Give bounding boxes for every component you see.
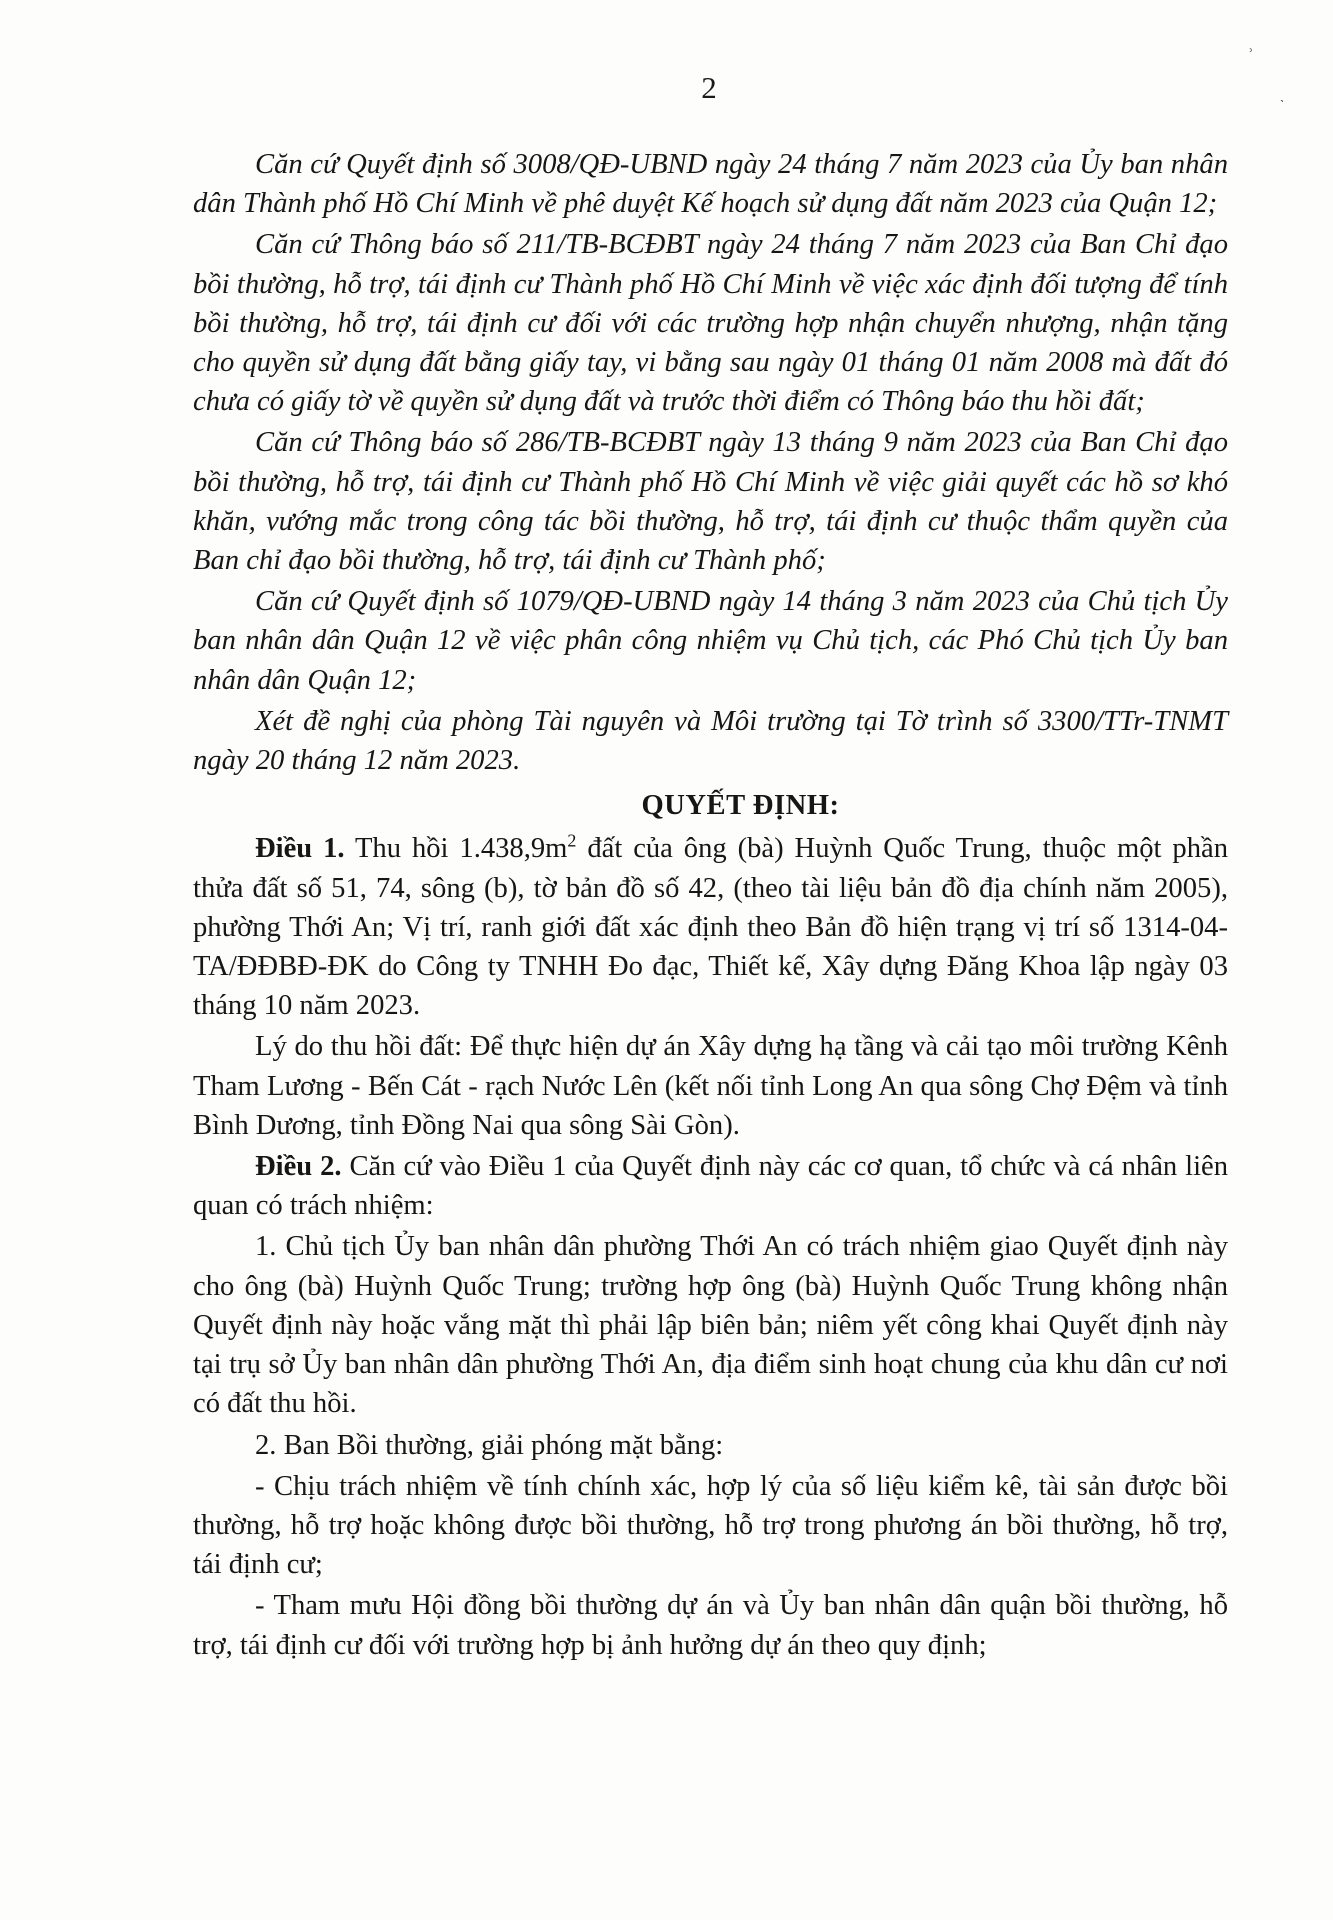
decision-heading: QUYẾT ĐỊNH:	[641, 790, 840, 822]
article-2	[193, 1147, 1228, 1225]
page-number: 2	[701, 70, 717, 105]
scan-artifact: ˎ	[1280, 86, 1285, 102]
article-1-label: Điều 1.	[255, 833, 345, 865]
preamble-paragraph: Căn cứ Thông báo số 211/TB-BCĐBT ngày 24 tháng 7 năm 2023 của Ban Chỉ đạo bồi thường, hỗ trợ, tái định cư Thành phố Hồ Chí Minh về việc xác định đối tượng để tính bồi thường, hỗ trợ, tái định cư đối với các trường hợp nhận chuyển nhượng, nhận tặng cho quyền sử dụng đất bằng giấy tay, vi bằng sau ngày 01 tháng 01 năm 2008 mà đất đó chưa có giấy tờ về quyền sử dụng đất và trước thời điểm có Thông báo thu hồi đất;	[193, 229, 1228, 418]
article-2-item: 2. Ban Bồi thường, giải phóng mặt bằng:	[255, 1429, 724, 1461]
article-1-reason: Lý do thu hồi đất: Để thực hiện dự án Xây dựng hạ tầng và cải tạo môi trường Kênh Tham Lương - Bến Cát - rạch Nước Lên (kết nối tỉnh Long An qua sông Chợ Đệm và tỉnh Bình Dương, tỉnh Đồng Nai qua sông Sài Gòn).	[193, 1031, 1228, 1141]
scan-artifact: ⸒	[1248, 32, 1254, 52]
article-2-text: Căn cứ vào Điều 1 của Quyết định này các cơ quan, tổ chức và cá nhân liên quan có trách nhiệm:	[193, 1151, 1228, 1222]
area-unit-superscript: 2	[567, 830, 577, 851]
article-2-item: 1. Chủ tịch Ủy ban nhân dân phường Thới An có trách nhiệm giao Quyết định này cho ông (bà) Huỳnh Quốc Trung; trường hợp ông (bà) Huỳnh Quốc Trung không nhận Quyết định này hoặc vắng mặt thì phải lập biên bản; niêm yết công khai Quyết định này tại trụ sở Ủy ban nhân dân phường Thới An, địa điểm sinh hoạt chung của khu dân cư nơi có đất thu hồi.	[193, 1231, 1228, 1420]
article-2-label: Điều 2.	[255, 1151, 342, 1183]
preamble-paragraph: Căn cứ Quyết định số 1079/QĐ-UBND ngày 14 tháng 3 năm 2023 của Chủ tịch Ủy ban nhân dân Quận 12 về việc phân công nhiệm vụ Chủ tịch, các Phó Chủ tịch Ủy ban nhân dân Quận 12;	[193, 586, 1228, 696]
preamble-paragraph: Căn cứ Quyết định số 3008/QĐ-UBND ngày 24 tháng 7 năm 2023 của Ủy ban nhân dân Thành phố Hồ Chí Minh về phê duyệt Kế hoạch sử dụng đất năm 2023 của Quận 12;	[193, 149, 1228, 220]
article-1-text: Thu hồi 1.438,9m	[344, 833, 568, 865]
article-1-text-cont: đất của ông (bà) Huỳnh Quốc Trung, thuộc một phần thửa đất số 51, 74, sông (b), tờ bản đồ số 42, (theo tài liệu bản đồ địa chính năm 2005), phường Thới An; Vị trí, ranh giới đất xác định theo Bản đồ hiện trạng vị trí số 1314-04-TA/ĐĐBĐ-ĐK do Công ty TNHH Đo đạc, Thiết kế, Xây dựng Đăng Khoa lập ngày 03 tháng 10 năm 2023.	[193, 833, 1228, 1022]
preamble-paragraph: Xét đề nghị của phòng Tài nguyên và Môi trường tại Tờ trình số 3300/TTr-TNMT ngày 20 tháng 12 năm 2023.	[193, 705, 1228, 777]
article-1	[193, 829, 1228, 1025]
article-2-item: - Chịu trách nhiệm về tính chính xác, hợp lý của số liệu kiểm kê, tài sản được bồi thường, hỗ trợ hoặc không được bồi thường, hỗ trợ trong phương án bồi thường, hỗ trợ, tái định cư;	[193, 1470, 1228, 1581]
article-2-item: - Tham mưu Hội đồng bồi thường dự án và Ủy ban nhân dân quận bồi thường, hỗ trợ, tái định cư đối với trường hợp bị ảnh hưởng dự án theo quy định;	[193, 1590, 1228, 1661]
preamble-paragraph: Căn cứ Thông báo số 286/TB-BCĐBT ngày 13 tháng 9 năm 2023 của Ban Chỉ đạo bồi thường, hỗ trợ, tái định cư Thành phố Hồ Chí Minh về việc giải quyết các hồ sơ khó khăn, vướng mắc trong công tác bồi thường, hỗ trợ, tái định cư thuộc thẩm quyền của Ban chỉ đạo bồi thường, hỗ trợ, tái định cư Thành phố;	[193, 427, 1228, 577]
document-body	[193, 145, 1228, 1665]
